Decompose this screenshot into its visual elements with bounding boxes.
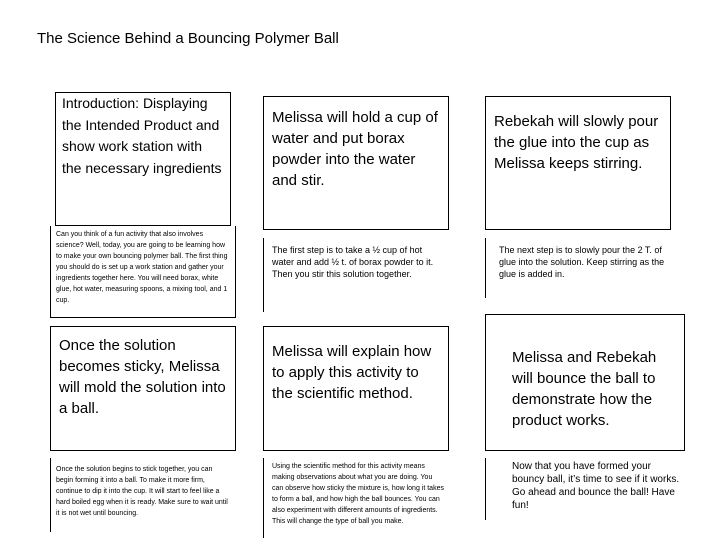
slide-4-notes-box <box>50 458 236 532</box>
slide-4-heading: Once the solution becomes sticky, Melissa will mold the solution into a ball. <box>59 337 226 417</box>
slide-2-heading: Melissa will hold a cup of water and put borax powder into the water and stir. <box>272 109 438 189</box>
slide-2-notes-box <box>263 238 449 312</box>
slide-1-box <box>55 92 231 226</box>
slide-3-notes-box <box>485 238 671 298</box>
slide-2-box <box>263 96 449 230</box>
slide-3-box <box>485 96 671 230</box>
slide-1-heading: Introduction: Displaying the Intended Product and show work station with the necessary ingredients <box>62 95 222 176</box>
slide-6-notes: Now that you have formed your bouncy ball, it’s time to see if it works. Go ahead and bounce the ball! Have fun! <box>512 461 680 511</box>
slide-1-notes-box <box>50 226 236 318</box>
slide-1-notes: Can you think of a fun activity that also involves science? Well, today, you are going to be learning how to make your own bouncing polymer ball. The first thing you should do is set up a work station and gather your ingredients together here. You will need borax, white glue, hot water, measuring spoons, a mixing tool, and 1 cup. <box>56 231 228 304</box>
slide-5-box <box>263 326 449 451</box>
slide-2-notes: The first step is to take a ½ cup of hot water and add ½ t. of borax powder to it. Then you stir this solution together. <box>272 245 434 279</box>
page-title: The Science Behind a Bouncing Polymer Ball <box>37 30 339 47</box>
slide-3-notes: The next step is to slowly pour the 2 T. of glue into the solution. Keep stirring as the glue is added in. <box>499 245 665 279</box>
slide-4-notes: Once the solution begins to stick together, you can begin forming it into a ball. To make it more firm, continue to dip it into the cup. It will start to feel like a hard boiled egg when it is ready. Make sure to wait until it is not wet until bouncing. <box>56 466 228 517</box>
slide-3-heading: Rebekah will slowly pour the glue into the cup as Melissa keeps stirring. <box>494 113 659 172</box>
slide-5-notes: Using the scientific method for this activity means making observations about what you are doing. You can observe how sticky the mixture is, how long it takes to form a ball, and how high the ball bounces. You can also experiment with different amounts of ingredients. This will change the type of ball you make. <box>272 463 444 525</box>
slide-5-notes-box <box>263 458 449 538</box>
slide-6-notes-box <box>485 458 685 520</box>
slide-5-heading: Melissa will explain how to apply this activity to the scientific method. <box>272 343 432 402</box>
slide-4-box <box>50 326 236 451</box>
slide-6-box <box>485 314 685 451</box>
slide-6-heading: Melissa and Rebekah will bounce the ball to demonstrate how the product works. <box>512 349 657 429</box>
